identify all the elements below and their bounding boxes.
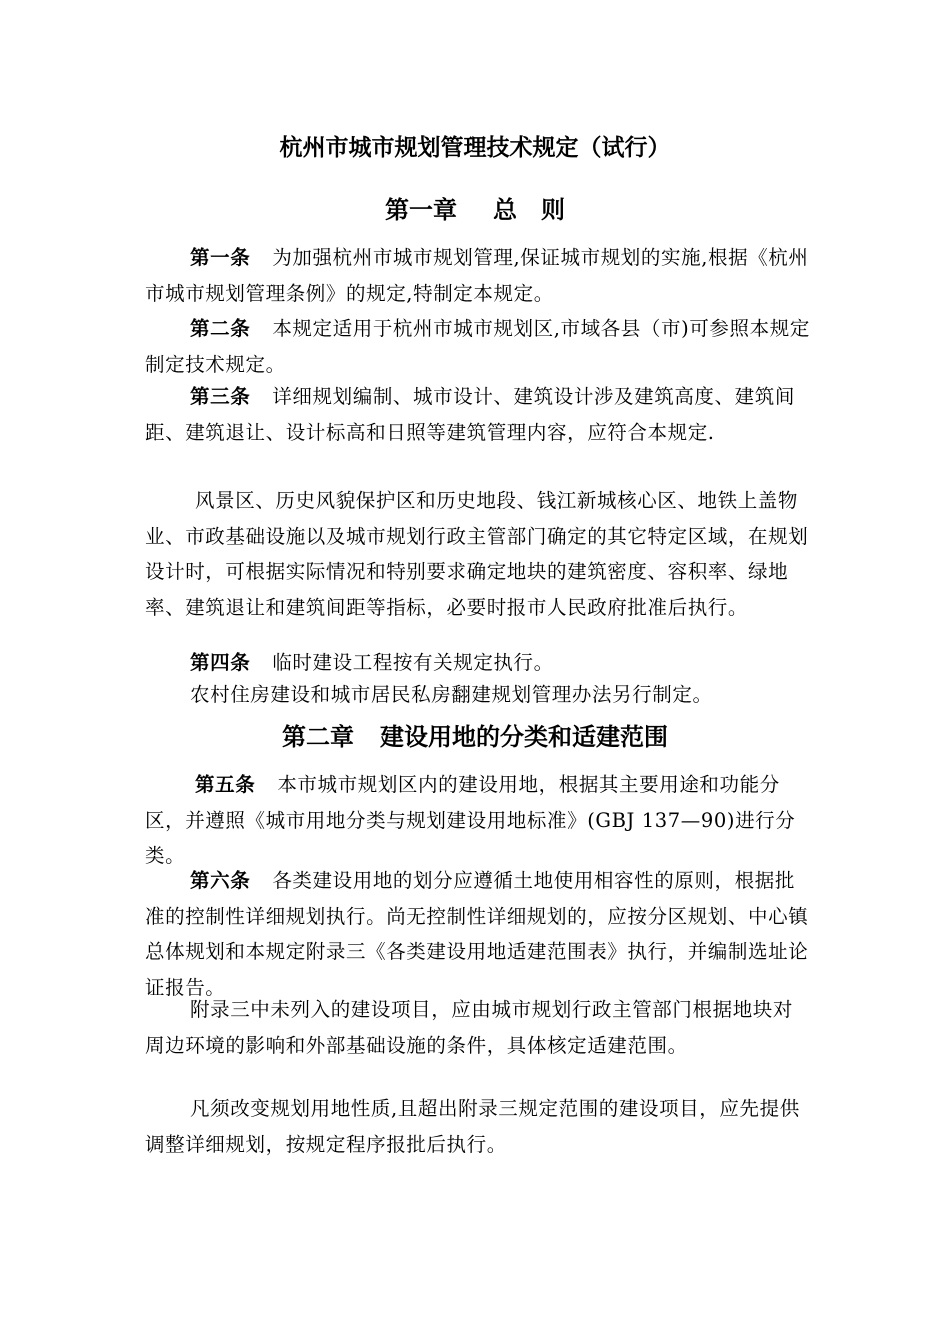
article-1	[145, 240, 810, 311]
article-3-text: 详细规划编制、城市设计、建筑设计涉及建筑高度、建筑间距、建筑退让、设计标高和日照等建筑管理内容，应符合本规定.	[145, 385, 795, 444]
article-3	[145, 379, 810, 450]
chapter-2-label: 第二章	[282, 723, 354, 751]
article-5-label: 第五条	[195, 773, 256, 796]
article-6-label: 第六条	[190, 869, 251, 892]
article-4-paragraph-2: 农村住房建设和城市居民私房翻建规划管理办法另行制定。	[190, 683, 713, 706]
article-6	[145, 863, 810, 1005]
document-title: 杭州市城市规划管理技术规定（试行）	[279, 135, 671, 161]
article-1-text: 为加强杭州市城市规划管理,保证城市规划的实施,根据《杭州市城市规划管理条例》的规定,特制定本规定。	[145, 246, 809, 305]
article-4	[145, 645, 810, 681]
article-6-paragraph-2: 附录三中未列入的建设项目，应由城市规划行政主管部门根据地块对周边环境的影响和外部基础设施的条件，具体核定适建范围。	[145, 998, 794, 1057]
article-2-text: 本规定适用于杭州市城市规划区,市域各县（市)可参照本规定制定技术规定。	[145, 317, 810, 376]
article-4-text: 临时建设工程按有关规定执行。	[272, 651, 554, 674]
article-5-text: 本市城市规划区内的建设用地，根据其主要用途和功能分区，并遵照《城市用地分类与规划建设用地标准》(GBJ 137—90)进行分类。	[145, 773, 796, 867]
article-4-label: 第四条	[190, 651, 251, 674]
article-2	[145, 311, 810, 382]
article-3-label: 第三条	[190, 385, 251, 408]
article-3-paragraph-2: 风景区、历史风貌保护区和历史地段、钱江新城核心区、地铁上盖物业、市政基础设施以及城市规划行政主管部门确定的其它特定区域，在规划设计时，可根据实际情况和特别要求确定地块的建筑密度、容积率、绿地率、建筑退让和建筑间距等指标，必要时报市人民政府批准后执行。	[145, 489, 809, 619]
chapter-1-name: 总 则	[493, 196, 565, 224]
chapter-2-heading	[0, 720, 950, 754]
article-6-paragraph-3: 凡须改变规划用地性质,且超出附录三规定范围的建设项目，应先提供调整详细规划，按规定程序报批后执行。	[145, 1097, 800, 1156]
chapter-2-name: 建设用地的分类和适建范围	[380, 723, 668, 751]
article-1-label: 第一条	[190, 246, 251, 269]
article-2-label: 第二条	[190, 317, 251, 340]
article-5	[145, 767, 810, 874]
article-6-text: 各类建设用地的划分应遵循土地使用相容性的原则，根据批准的控制性详细规划执行。尚无控制性详细规划的，应按分区规划、中心镇总体规划和本规定附录三《各类建设用地适建范围表》执行，并编制选址论证报告。	[145, 869, 809, 999]
chapter-1-label: 第一章	[385, 196, 457, 224]
chapter-1-heading	[0, 193, 950, 227]
